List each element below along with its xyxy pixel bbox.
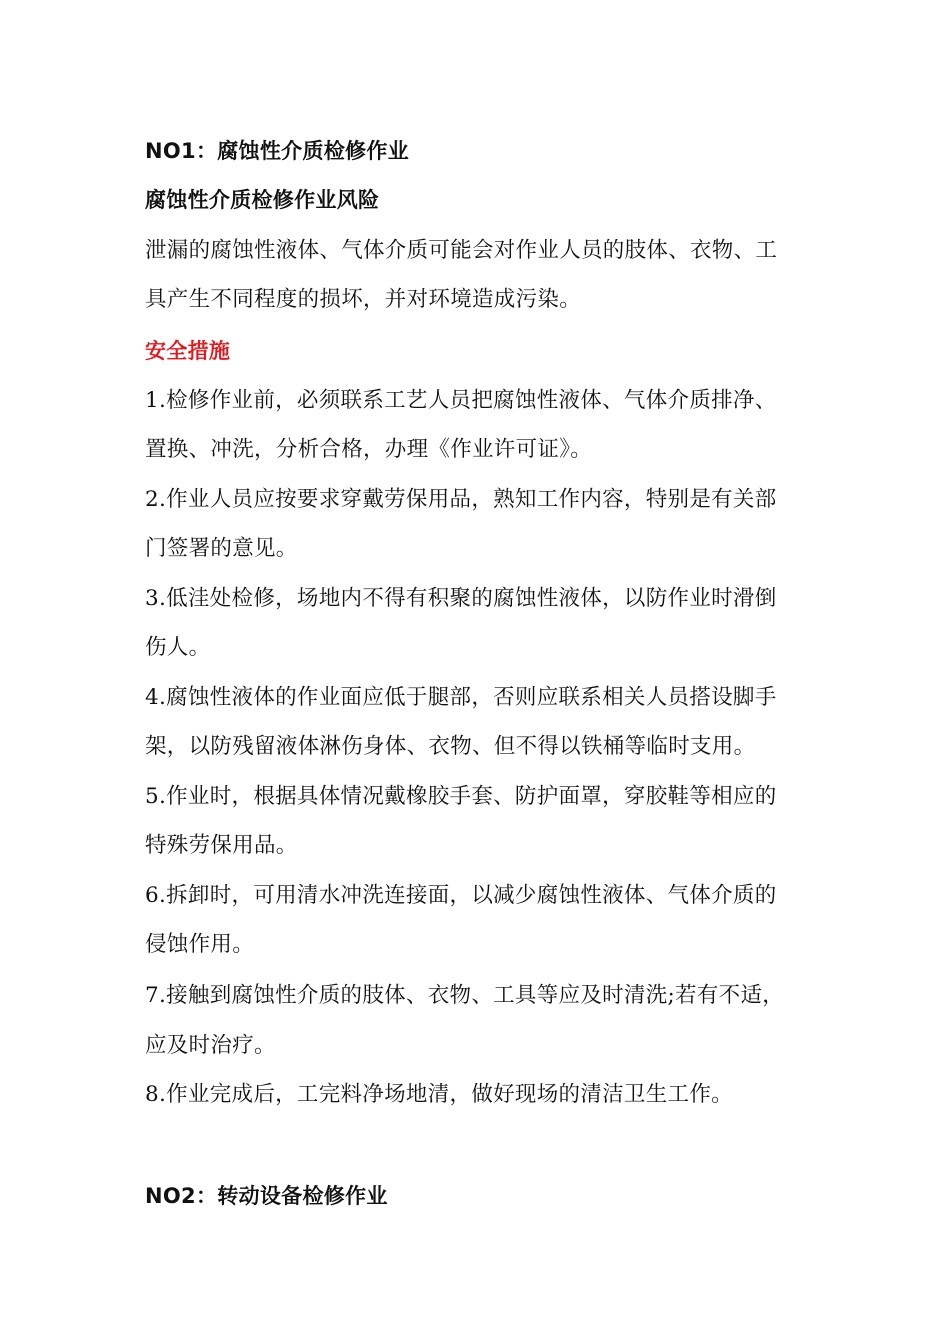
risk-text-line-2: 具产生不同程度的损坏，并对环境造成污染。	[145, 287, 582, 312]
measure-2-line-1: 2.作业人员应按要求穿戴劳保用品，熟知工作内容，特别是有关部	[145, 487, 777, 512]
measure-7-line-1: 7.接触到腐蚀性介质的肢体、衣物、工具等应及时清洗;若有不适，	[145, 983, 785, 1008]
measure-5-line-1: 5.作业时，根据具体情况戴橡胶手套、防护面罩，穿胶鞋等相应的	[145, 784, 777, 809]
measure-6-line-1: 6.拆卸时，可用清水冲洗连接面，以减少腐蚀性液体、气体介质的	[145, 883, 777, 908]
measure-1-line-1: 1.检修作业前，必须联系工艺人员把腐蚀性液体、气体介质排净、	[145, 388, 777, 413]
measure-1-line-2: 置换、冲洗，分析合格，办理《作业许可证》。	[145, 437, 593, 462]
risk-text-line-1: 泄漏的腐蚀性液体、气体介质可能会对作业人员的肢体、衣物、工	[145, 238, 778, 263]
measure-2-line-2: 门签署的意见。	[145, 536, 298, 561]
measure-8-line-1: 8.作业完成后，工完料净场地清，做好现场的清洁卫生工作。	[145, 1082, 733, 1107]
measure-6-line-2: 侵蚀作用。	[145, 932, 255, 957]
measure-7-line-2: 应及时治疗。	[145, 1033, 276, 1058]
measure-4-line-1: 4.腐蚀性液体的作业面应低于腿部，否则应联系相关人员搭设脚手	[145, 685, 777, 710]
measure-5-line-2: 特殊劳保用品。	[145, 833, 298, 858]
safety-measures-title: 安全措施	[145, 339, 231, 363]
risk-title: 腐蚀性介质检修作业风险	[145, 188, 380, 212]
measure-4-line-2: 架，以防残留液体淋伤身体、衣物、但不得以铁桶等临时支用。	[145, 734, 756, 759]
section1-heading: NO1：腐蚀性介质检修作业	[145, 139, 409, 163]
measure-3-line-2: 伤人。	[145, 635, 211, 660]
section2-heading: NO2：转动设备检修作业	[145, 1184, 388, 1208]
measure-3-line-1: 3.低洼处检修，场地内不得有积聚的腐蚀性液体，以防作业时滑倒	[145, 586, 777, 611]
